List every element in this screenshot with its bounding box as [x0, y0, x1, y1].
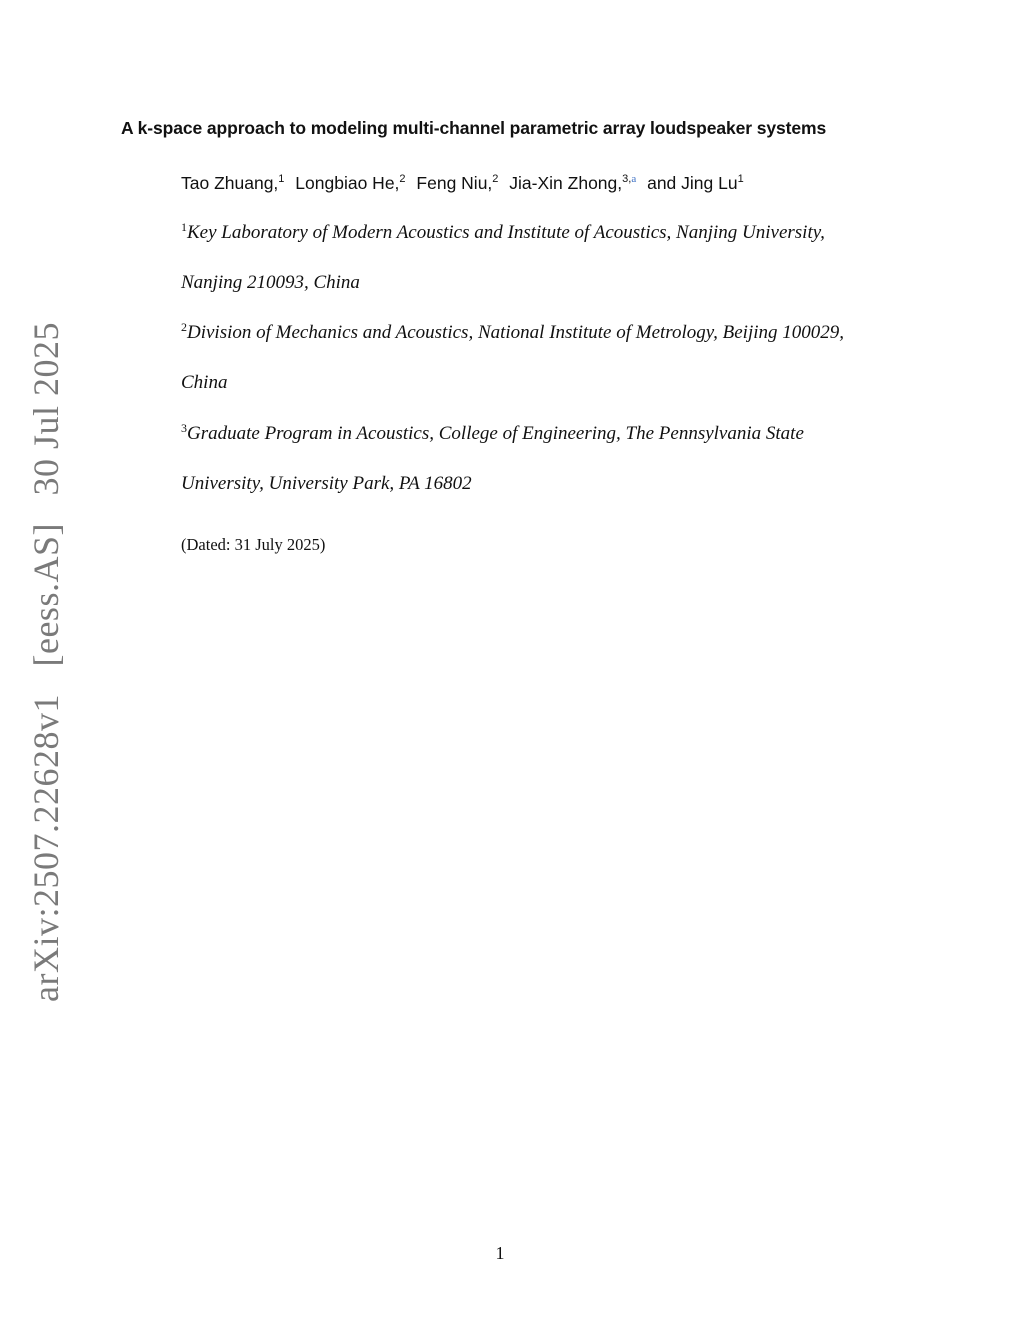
author-name: and Jing Lu — [647, 173, 738, 193]
page-number: 1 — [495, 1243, 505, 1263]
author-name: Tao Zhuang, — [181, 173, 279, 193]
arxiv-id: arXiv:2507.22628v1 — [26, 694, 66, 1002]
affiliation-2-line-1 — [181, 322, 844, 344]
author — [181, 173, 284, 193]
author-list — [181, 173, 750, 194]
author — [295, 173, 405, 193]
affiliation-text: Graduate Program in Acoustics, College of Engineering, The Pennsylvania State — [187, 423, 804, 444]
affiliation-number: 1 — [181, 220, 187, 234]
affiliation-3-line-1 — [181, 423, 804, 445]
affiliation-number: 2 — [181, 320, 187, 334]
author — [647, 173, 744, 193]
dated-line: (Dated: 31 July 2025) — [181, 535, 326, 554]
affiliation-3-line-2: University, University Park, PA 16802 — [181, 473, 472, 494]
author — [416, 173, 498, 193]
arxiv-stamp — [25, 322, 67, 1002]
footnote-link[interactable]: a — [631, 173, 637, 185]
paper-title: A k-space approach to modeling multi-channel parametric array loudspeaker systems — [121, 118, 827, 138]
author-affil-mark: 3, — [622, 173, 632, 185]
affiliation-1-line-2: Nanjing 210093, China — [181, 272, 360, 293]
affiliation-2-line-2: China — [181, 372, 228, 393]
author-affil-mark: 1 — [737, 173, 744, 185]
arxiv-category: [eess.AS] — [26, 523, 66, 667]
author-name: Jia-Xin Zhong, — [509, 173, 623, 193]
author-affil-mark: 1 — [278, 173, 285, 185]
author — [509, 173, 636, 193]
author-name: Feng Niu, — [416, 173, 493, 193]
affiliation-text: Key Laboratory of Modern Acoustics and Institute of Acoustics, Nanjing University, — [187, 222, 825, 243]
affiliation-1-line-1 — [181, 222, 825, 244]
author-affil-mark: 2 — [492, 173, 499, 185]
author-name: Longbiao He, — [295, 173, 400, 193]
affiliation-text: Division of Mechanics and Acoustics, National Institute of Metrology, Beijing 100029, — [187, 322, 845, 343]
affiliation-number: 3 — [181, 421, 187, 435]
arxiv-date: 30 Jul 2025 — [26, 322, 66, 496]
author-affil-mark: 2 — [399, 173, 406, 185]
